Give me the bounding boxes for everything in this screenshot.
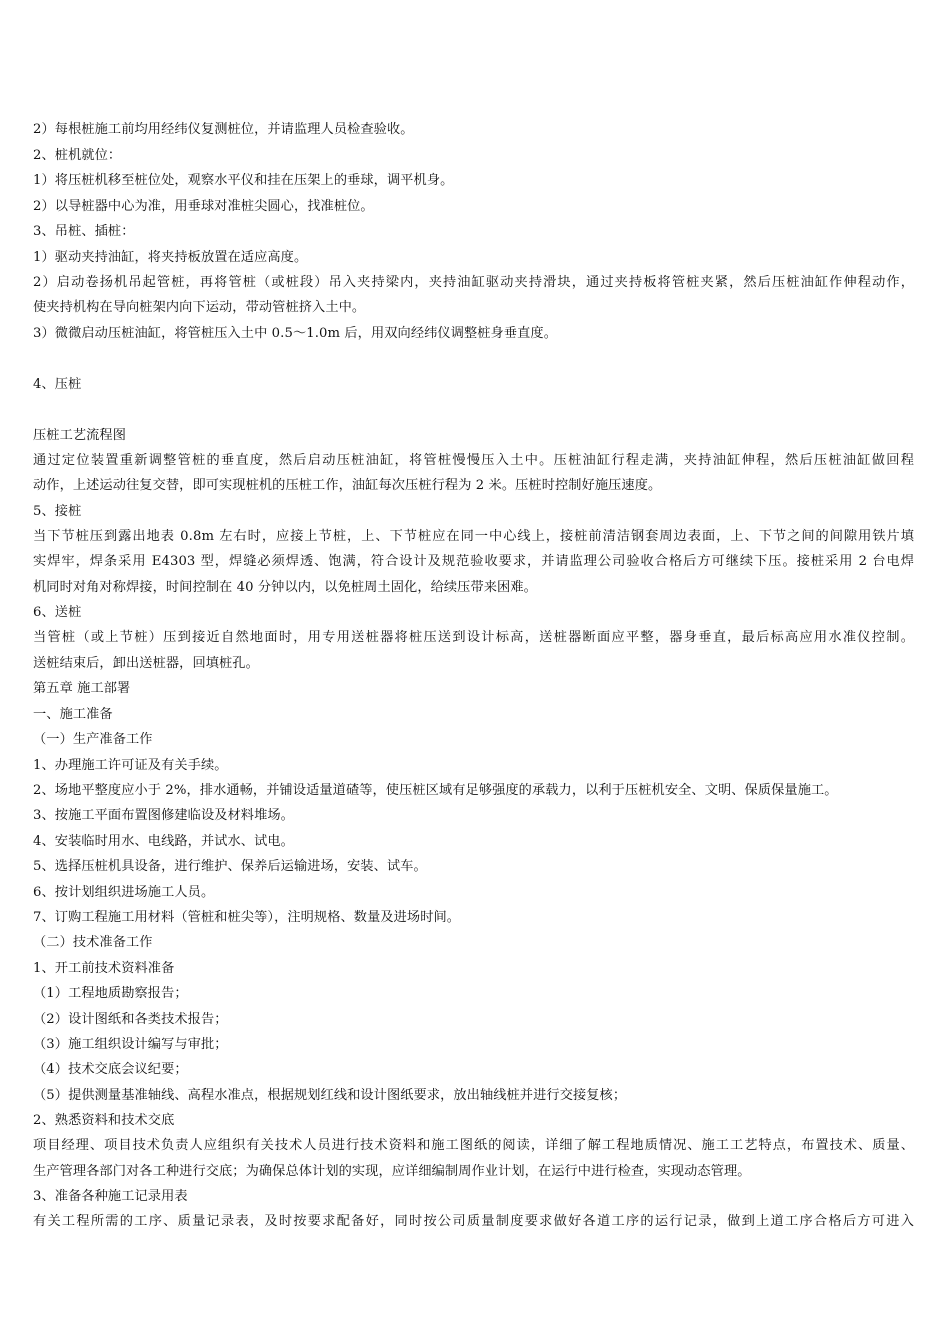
text-line: 通过定位装置重新调整管桩的垂直度，然后启动压桩油缸，将管桩慢慢压入土中。压桩油缸行程走满，夹持油缸伸程，然后压桩油缸做回程	[33, 453, 914, 468]
text-line: 动作，上述运动往复交替，即可实现桩机的压桩工作，油缸每次压桩行程为 2 米。压桩时控制好施压速度。	[33, 478, 662, 493]
text-line: 送桩结束后，卸出送桩器，回填桩孔。	[33, 656, 259, 671]
list-item: 6、按计划组织进场施工人员。	[33, 885, 215, 900]
chapter-heading: 第五章 施工部署	[33, 681, 131, 696]
text-line: 1）驱动夹持油缸，将夹持板放置在适应高度。	[33, 250, 308, 265]
section-heading: 5、接桩	[33, 504, 82, 519]
list-item: （1）工程地质勘察报告；	[33, 986, 188, 1001]
text-line: 机同时对角对称焊接，时间控制在 40 分钟以内，以免桩周土固化，给续压带来困难。	[33, 580, 537, 595]
text-line: 2）每根桩施工前均用经纬仪复测桩位，并请监理人员检查验收。	[33, 122, 414, 137]
text-line: 2）以导桩器中心为准，用垂球对准桩尖圆心，找准桩位。	[33, 199, 374, 214]
list-item: 4、安装临时用水、电线路，并试水、试电。	[33, 834, 294, 849]
list-item: （5）提供测量基准轴线、高程水准点，根据规划红线和设计图纸要求，放出轴线桩并进行交接复核；	[33, 1088, 627, 1103]
subsection-heading: （一）生产准备工作	[33, 732, 153, 747]
text-line: 生产管理各部门对各工种进行交底；为确保总体计划的实现，应详细编制周作业计划，在运行中进行检查，实现动态管理。	[33, 1164, 751, 1179]
section-heading: 4、压桩	[33, 377, 82, 392]
list-item: （3）施工组织设计编写与审批；	[33, 1037, 228, 1052]
section-heading: 3、吊桩、插桩：	[33, 224, 135, 239]
list-item: 1、开工前技术资料准备	[33, 961, 175, 976]
list-item: 2、熟悉资料和技术交底	[33, 1113, 175, 1128]
text-line: 3）微微启动压桩油缸，将管桩压入土中 0.5～1.0m 后，用双向经纬仪调整桩身垂直度。	[33, 326, 557, 341]
text-line: 当下节桩压到露出地表 0.8m 左右时，应接上节桩，上、下节桩应在同一中心线上，接桩前清洁钢套周边表面，上、下节之间的间隙用铁片填	[33, 529, 914, 544]
list-item: 3、按施工平面布置图修建临设及材料堆场。	[33, 808, 294, 823]
list-item: 1、办理施工许可证及有关手续。	[33, 758, 228, 773]
text-line: 有关工程所需的工序、质量记录表，及时按要求配备好，同时按公司质量制度要求做好各道工序的运行记录，做到上道工序合格后方可进入	[33, 1214, 914, 1229]
subsection-heading: （二）技术准备工作	[33, 935, 153, 950]
text-line: 实焊牢，焊条采用 E4303 型，焊缝必须焊透、饱满，符合设计及规范验收要求，并请监理公司验收合格后方可继续下压。接桩采用 2 台电焊	[33, 554, 914, 569]
text-line: 2）启动卷扬机吊起管桩，再将管桩（或桩段）吊入夹持梁内，夹持油缸驱动夹持滑块，通过夹持板将管桩夹紧，然后压桩油缸作伸程动作，	[33, 275, 914, 290]
text-line: 当管桩（或上节桩）压到接近自然地面时，用专用送桩器将桩压送到设计标高，送桩器断面应平整，器身垂直，最后标高应用水准仪控制。	[33, 630, 914, 645]
section-heading: 6、送桩	[33, 605, 82, 620]
list-item: （2）设计图纸和各类技术报告；	[33, 1012, 228, 1027]
list-item: 2、场地平整度应小于 2%，排水通畅，并铺设适量道碴等，使压桩区域有足够强度的承载力，以利于压桩机安全、文明、保质保量施工。	[33, 783, 838, 798]
list-item: 5、选择压桩机具设备，进行维护、保养后运输进场，安装、试车。	[33, 859, 427, 874]
figure-caption: 压桩工艺流程图	[33, 428, 127, 443]
list-item: 7、订购工程施工用材料（管桩和桩尖等），注明规格、数量及进场时间。	[33, 910, 461, 925]
section-heading: 一、施工准备	[33, 707, 113, 722]
section-heading: 2、桩机就位：	[33, 148, 122, 163]
text-line: 1）将压桩机移至桩位处，观察水平仪和挂在压架上的垂球，调平机身。	[33, 173, 454, 188]
list-item: 3、准备各种施工记录用表	[33, 1189, 188, 1204]
text-line: 使夹持机构在导向桩架内向下运动，带动管桩挤入土中。	[33, 300, 366, 315]
list-item: （4）技术交底会议纪要；	[33, 1062, 188, 1077]
text-line: 项目经理、项目技术负责人应组织有关技术人员进行技术资料和施工图纸的阅读，详细了解工程地质情况、施工工艺特点，布置技术、质量、	[33, 1138, 914, 1153]
